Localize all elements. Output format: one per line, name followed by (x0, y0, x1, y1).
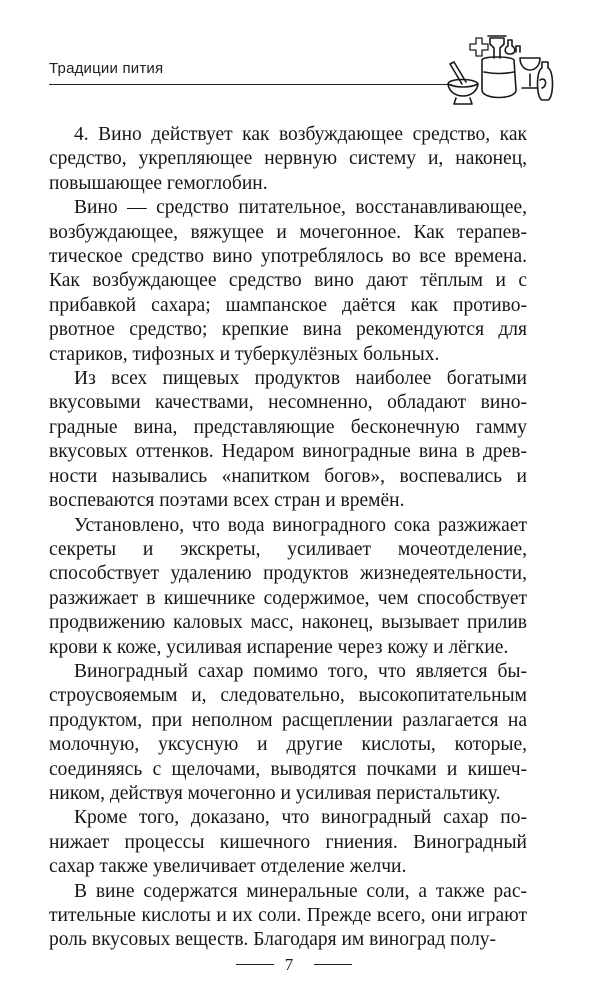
paragraph: 4. Вино действует как возбуждающее средство, как средство, укрепляющее нервную систему и, наконец, повышающее гемоглобин. (49, 124, 527, 194)
apothecary-vessels-icon (442, 28, 560, 108)
page-footer (0, 955, 591, 975)
body-text (49, 123, 527, 953)
header-rule (49, 84, 452, 85)
paragraph: Виноградный сахар помимо того, что является быстроусвояемым и, следовательно, высокопитательным продуктом, при неполном расщеплении разлагается на молочную, уксусную и другие кислоты, которые, соединяясь с щелочами, выводятся почками и кишечником, действуя мочегонно и усиливая перистальтику. (49, 660, 527, 804)
running-header-title: Традиции пития (49, 60, 164, 77)
paragraph: Установлено, что вода виноградного сока разжижает секреты и экскреты, усиливает мочеотделение, способствует удалению продуктов жизнедеятельности, разжижает в кишечнике содержимое, чем способствует продвижению каловых масс, наконец, вызывает прилив крови к коже, усиливая испарение через кожу и лёгкие. (49, 514, 527, 658)
paragraph: Из всех пищевых продуктов наиболее богатыми вкусовыми качествами, несомненно, обладают виноградные вина, представляющие бесконечную гамму вкусовых оттенков. Недаром виноградные вина в древности назывались «напитком богов», воспевались и воспеваются поэтами всех стран и времён. (49, 368, 527, 512)
footer-rule-left (236, 964, 274, 965)
paragraph: В вине содержатся минеральные соли, а также растительные кислоты и их соли. Прежде всего, они играют роль вкусовых веществ. Благодаря им виноград полу- (49, 880, 527, 951)
footer-rule-right (314, 964, 352, 965)
paragraph: Кроме того, доказано, что виноградный сахар понижает процессы кишечного гниения. Виноградный сахар также увеличивает отделение желчи. (49, 807, 527, 878)
paragraph: Вино — средство питательное, восстанавливающее, возбуждающее, вяжущее и мочегонное. Как терапевтическое средство вино употреблялось во все времена. Как возбуждающее средство вино дают тёплым и с прибавкой сахара; шампанское даётся как противорвотное средство; крепкие вина рекомендуются для стариков, тифозных и туберкулёзных больных. (49, 197, 527, 365)
page-number: 7 (284, 955, 294, 974)
